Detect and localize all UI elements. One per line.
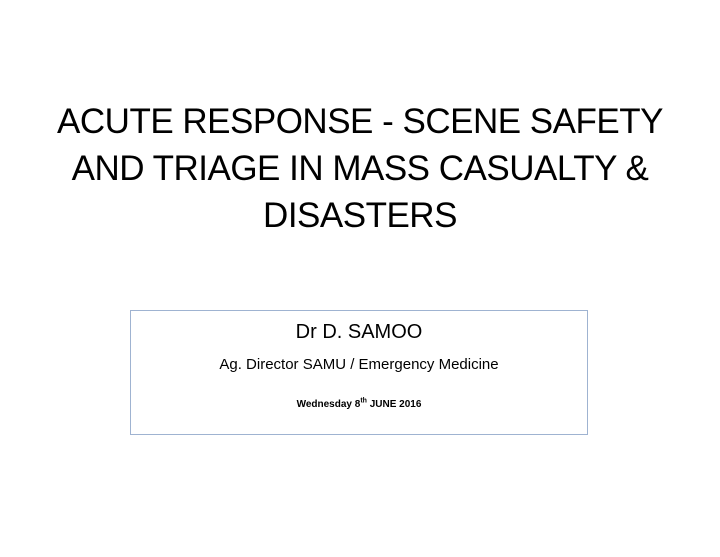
presentation-date [131, 398, 587, 412]
date-ordinal-suffix: th [360, 397, 367, 405]
title-line-3: DISASTERS [263, 196, 457, 235]
date-rest: JUNE 2016 [366, 399, 422, 410]
date-prefix: Wednesday 8 [296, 399, 361, 410]
title-line-1: ACUTE RESPONSE - SCENE SAFETY [57, 102, 663, 141]
slide-title [40, 98, 680, 239]
presenter-role: Ag. Director SAMU / Emergency Medicine [219, 356, 499, 373]
title-line-2: AND TRIAGE IN MASS CASUALTY & [71, 149, 649, 188]
subtitle-box [130, 310, 588, 435]
presenter-name: Dr D. SAMOO [295, 321, 423, 343]
